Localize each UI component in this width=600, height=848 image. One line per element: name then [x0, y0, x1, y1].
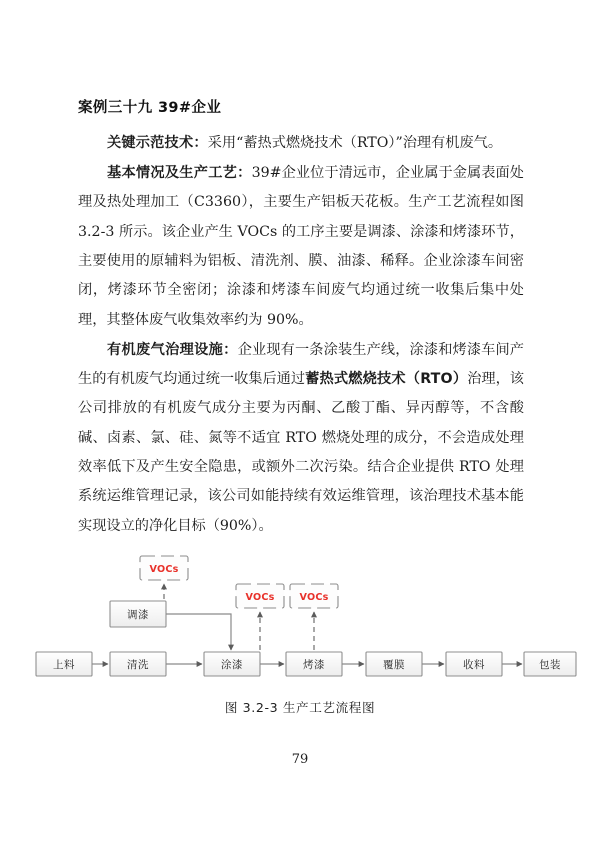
auxiliary-box-tiaoqi [110, 601, 166, 627]
process-box-6 [524, 652, 576, 676]
paragraph-basic-info [78, 159, 524, 335]
process-box-label: 覆膜 [383, 659, 405, 671]
paragraph-treatment-bold-mid: 蓄热式燃烧技术（RTO） [305, 371, 468, 388]
process-box-3 [286, 652, 342, 676]
figure-caption: 图 3.2-3 生产工艺流程图 [224, 700, 376, 715]
paragraph-treatment [78, 336, 524, 541]
emission-box-tiaoqi [140, 556, 188, 580]
page-number: 79 [291, 752, 309, 767]
connector-tiaoqi-to-tuqi [166, 614, 231, 650]
process-box-label: 收料 [463, 659, 485, 671]
process-box-label: 清洗 [127, 659, 149, 671]
page-title: 案例三十九 39#企业 [78, 100, 222, 116]
emission-box-label: VOCs [245, 592, 275, 603]
process-box-label: 上料 [53, 659, 75, 671]
paragraph-treatment-lead: 有机废气治理设施： [107, 341, 238, 358]
process-box-0 [36, 652, 92, 676]
process-box-label: 涂漆 [221, 659, 243, 671]
paragraph-basic-info-text: 39#企业位于清远市，企业属于金属表面处理及热处理加工（C3360），主要生产铝板天花板。生产工艺流程如图 3.2-3 所示。该企业产生 VOCs 的工序主要是调漆、涂漆和烤漆环节，主要使用的原辅料为铝板、清洗剂、膜、油漆、稀释。企业涂漆车间密闭，烤漆环节全密闭；涂漆和烤漆车间废气均通过统一收集后集中处理，其整体废气收集效率约为 90%。 [78, 165, 524, 328]
emission-box-kaoqi [290, 584, 338, 608]
paragraph-key-tech-lead: 关键示范技术： [107, 134, 208, 151]
process-box-label: 烤漆 [303, 659, 325, 671]
paragraph-treatment-text-2: 治理，该公司排放的有机废气成分主要为丙酮、乙酸丁酯、异丙醇等，不含酸碱、卤素、氯、硅、氮等不适宜 RTO 燃烧处理的成分，不会造成处理效率低下及产生安全隐患，或额外二次污染。结合企业提供 RTO 处理系统运维管理记录，该公司如能持续有效运维管理，该治理技术基本能实现设立的净化目标（90%）。 [78, 371, 524, 534]
paragraph-key-tech-text: 采用“蓄热式燃烧技术（RTO）”治理有机废气。 [207, 134, 503, 151]
process-box-4 [366, 652, 422, 676]
emission-box-label: VOCs [149, 564, 179, 575]
auxiliary-box-label: 调漆 [127, 609, 149, 621]
process-box-2 [204, 652, 260, 676]
paragraph-treatment-text-1: 企业现有一条涂装生产线，涂漆和烤漆车间产生的有机废气均通过统一收集后通过 [78, 341, 524, 388]
process-box-5 [446, 652, 502, 676]
process-flow-diagram [0, 546, 600, 706]
process-box-label: 包装 [539, 659, 561, 671]
emission-box-label: VOCs [299, 592, 329, 603]
document-body [78, 98, 524, 542]
paragraph-basic-info-lead: 基本情况及生产工艺： [107, 165, 252, 182]
process-box-1 [110, 652, 166, 676]
emission-box-tuqi [236, 584, 284, 608]
paragraph-key-tech [78, 129, 524, 158]
